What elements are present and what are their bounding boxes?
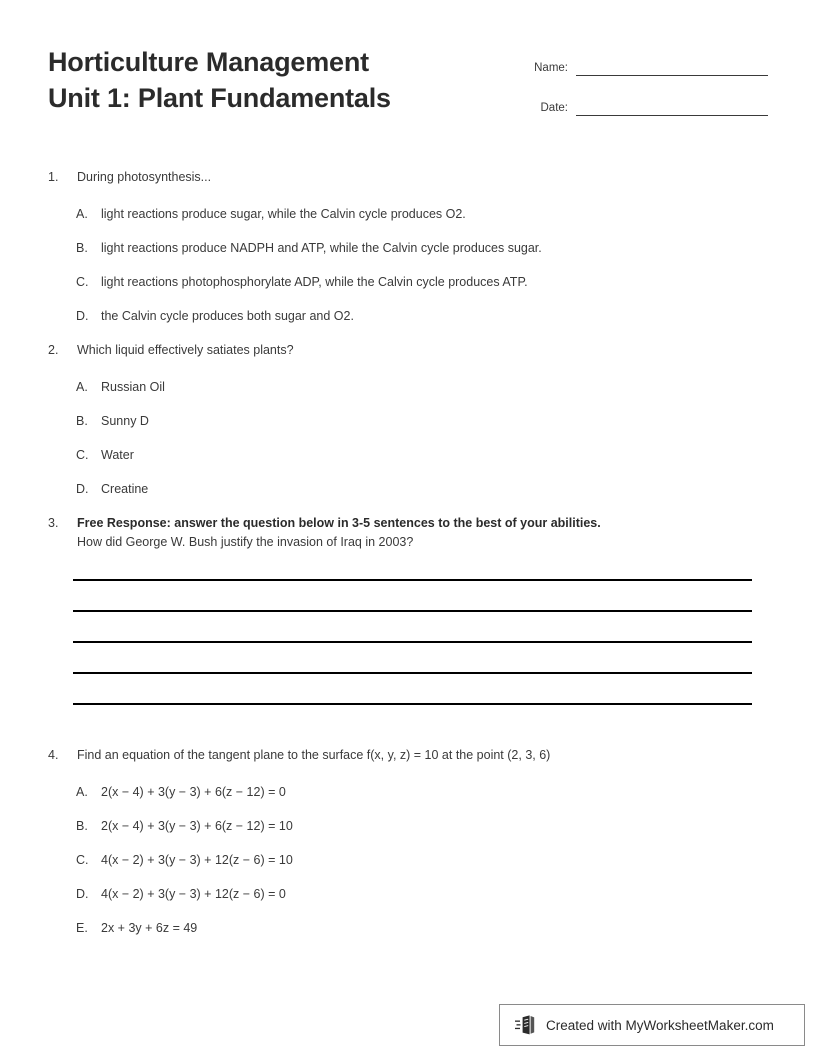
option-4b-text: 2(x − 4) + 3(y − 3) + 6(z − 12) = 10 (101, 819, 293, 833)
question-1-body (77, 168, 768, 187)
option-1a-letter: A. (76, 207, 88, 221)
student-info-block (528, 52, 768, 132)
name-input[interactable] (576, 59, 768, 76)
option-2b-letter: B. (76, 414, 88, 428)
answer-line-2[interactable] (73, 610, 752, 612)
date-field-row (528, 92, 768, 116)
option-4b[interactable] (48, 817, 768, 835)
option-4e[interactable] (48, 919, 768, 937)
page-title (48, 44, 508, 116)
question-3-body (77, 514, 768, 552)
question-4-header (48, 746, 768, 765)
option-1b-letter: B. (76, 241, 88, 255)
question-2-body (77, 341, 768, 360)
option-2a[interactable] (48, 378, 768, 396)
badge-label: Created with MyWorksheetMaker.com (546, 1017, 774, 1033)
option-4e-letter: E. (76, 921, 88, 935)
name-field-row (528, 52, 768, 76)
option-4a-text: 2(x − 4) + 3(y − 3) + 6(z − 12) = 0 (101, 785, 286, 799)
option-1b[interactable] (48, 239, 768, 257)
option-4c-text: 4(x − 2) + 3(y − 3) + 12(z − 6) = 10 (101, 853, 293, 867)
answer-line-3[interactable] (73, 641, 752, 643)
option-4d-letter: D. (76, 887, 89, 901)
answer-line-5[interactable] (73, 703, 752, 705)
option-4d-text: 4(x − 2) + 3(y − 3) + 12(z − 6) = 0 (101, 887, 286, 901)
question-1-options (48, 205, 768, 325)
option-4a[interactable] (48, 783, 768, 801)
title-line-1: Horticulture Management (48, 47, 369, 77)
question-3-text: How did George W. Bush justify the invasion of Iraq in 2003? (77, 535, 414, 549)
option-1a-text: light reactions produce sugar, while the Calvin cycle produces O2. (101, 207, 466, 221)
answer-line-1[interactable] (73, 579, 752, 581)
option-2c-letter: C. (76, 448, 89, 462)
question-4-body (77, 746, 768, 765)
option-1a[interactable] (48, 205, 768, 223)
option-1c[interactable] (48, 273, 768, 291)
date-label: Date: (540, 102, 568, 114)
option-2c-text: Water (101, 448, 134, 462)
question-4 (48, 746, 768, 937)
option-2a-text: Russian Oil (101, 380, 165, 394)
name-label: Name: (534, 62, 568, 74)
question-1 (48, 168, 768, 325)
option-1d-letter: D. (76, 309, 89, 323)
worksheet-header (48, 44, 768, 124)
option-4c[interactable] (48, 851, 768, 869)
question-1-number: 1. (48, 170, 59, 184)
answer-line-4[interactable] (73, 672, 752, 674)
question-2-header (48, 341, 768, 360)
option-2d-text: Creatine (101, 482, 149, 496)
question-3-answer-area[interactable] (73, 579, 752, 705)
option-1d-text: the Calvin cycle produces both sugar and O2. (101, 309, 354, 323)
question-4-text: Find an equation of the tangent plane to the surface f(x, y, z) = 10 at the point (2, 3, 6) (77, 748, 551, 762)
option-4c-letter: C. (76, 853, 89, 867)
title-line-2: Unit 1: Plant Fundamentals (48, 83, 391, 113)
question-3-number: 3. (48, 516, 59, 530)
option-4d[interactable] (48, 885, 768, 903)
questions-list (48, 168, 768, 953)
question-1-header (48, 168, 768, 187)
option-2c[interactable] (48, 446, 768, 464)
option-1d[interactable] (48, 307, 768, 325)
question-2-options (48, 378, 768, 498)
question-1-text: During photosynthesis... (77, 170, 212, 184)
question-3 (48, 514, 768, 705)
option-2a-letter: A. (76, 380, 88, 394)
worksheet-maker-logo-icon (514, 1013, 538, 1037)
option-1c-letter: C. (76, 275, 89, 289)
question-3-prompt: Free Response: answer the question below in 3-5 sentences to the best of your abilities. (77, 516, 601, 530)
option-4a-letter: A. (76, 785, 88, 799)
question-2-number: 2. (48, 343, 59, 357)
question-4-number: 4. (48, 748, 59, 762)
created-with-badge[interactable] (499, 1004, 805, 1046)
option-2b[interactable] (48, 412, 768, 430)
option-1b-text: light reactions produce NADPH and ATP, while the Calvin cycle produces sugar. (101, 241, 542, 255)
question-2-text: Which liquid effectively satiates plants? (77, 343, 294, 357)
date-input[interactable] (576, 99, 768, 116)
option-1c-text: light reactions photophosphorylate ADP, while the Calvin cycle produces ATP. (101, 275, 528, 289)
question-3-header (48, 514, 768, 552)
option-2b-text: Sunny D (101, 414, 149, 428)
option-4e-text: 2x + 3y + 6z = 49 (101, 921, 198, 935)
question-2 (48, 341, 768, 498)
option-2d[interactable] (48, 480, 768, 498)
option-2d-letter: D. (76, 482, 89, 496)
question-4-options (48, 783, 768, 937)
option-4b-letter: B. (76, 819, 88, 833)
